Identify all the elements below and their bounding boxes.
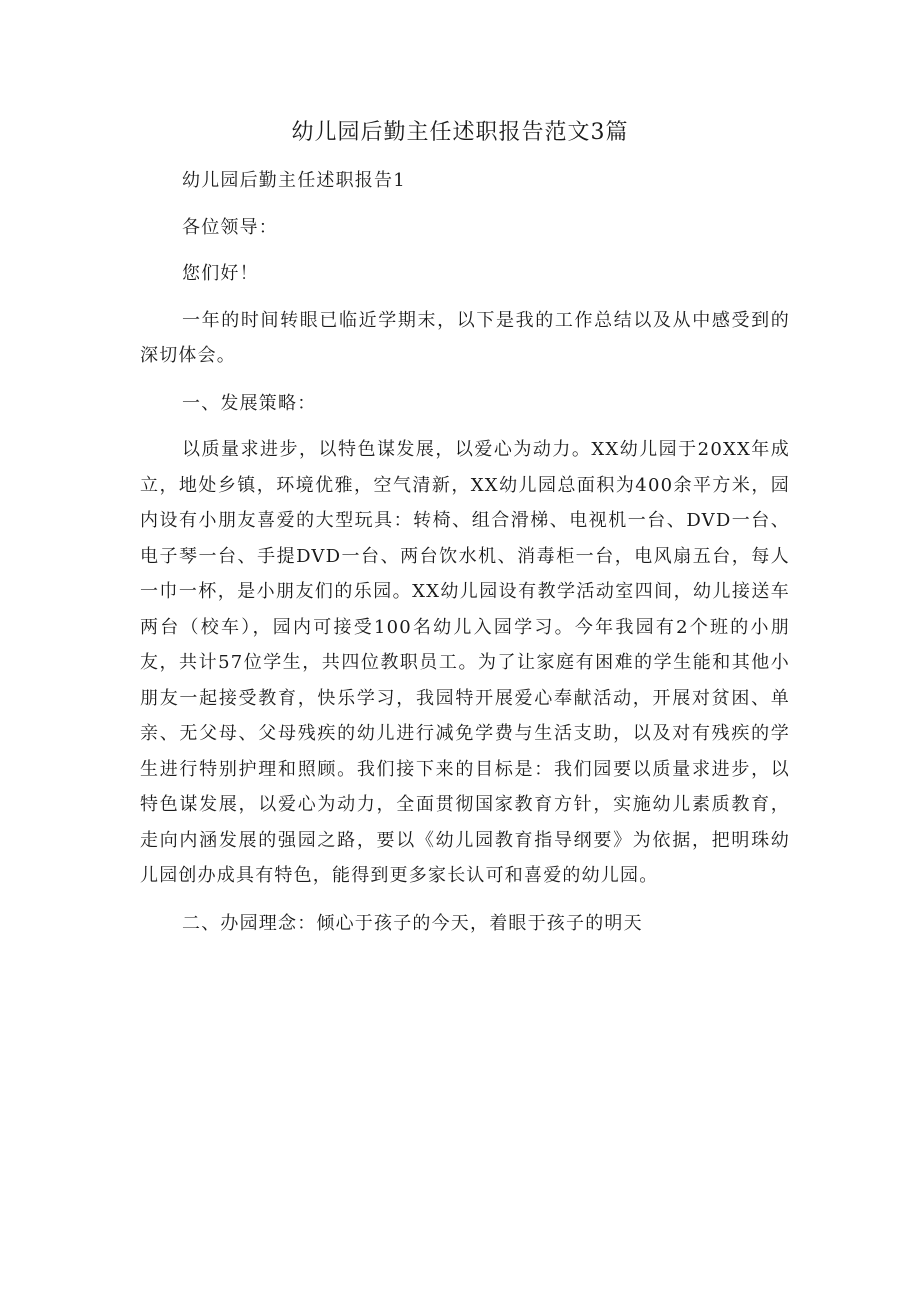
document-body	[140, 163, 790, 952]
strategy-paragraph: 以质量求进步，以特色谋发展，以爱心为动力。XX幼儿园于20XX年成立，地处乡镇，环境优雅，空气清新，XX幼儿园总面积为400余平方米，园内设有小朋友喜爱的大型玩具：转椅、组合滑梯、电视机一台、DVD一台、电子琴一台、手提DVD一台、两台饮水机、消毒柜一台，电风扇五台，每人一巾一杯，是小朋友们的乐园。XX幼儿园设有教学活动室四间，幼儿接送车两台（校车），园内可接受100名幼儿入园学习。今年我园有2个班的小朋友，共计57位学生，共四位教职员工。为了让家庭有困难的学生能和其他小朋友一起接受教育，快乐学习，我园特开展爱心奉献活动，开展对贫困、单亲、无父母、父母残疾的幼儿进行减免学费与生活支助，以及对有残疾的学生进行特别护理和照顾。我们接下来的目标是：我们园要以质量求进步，以特色谋发展，以爱心为动力，全面贯彻国家教育方针，实施幼儿素质教育，走向内涵发展的强园之路，要以《幼儿园教育指导纲要》为依据，把明珠幼儿园创办成具有特色，能得到更多家长认可和喜爱的幼儿园。	[140, 439, 790, 886]
document-title: 幼儿园后勤主任述职报告范文3篇	[291, 120, 629, 145]
intro-paragraph: 一年的时间转眼已临近学期末，以下是我的工作总结以及从中感受到的深切体会。	[140, 309, 790, 366]
subheading-strategy: 一、发展策略：	[182, 392, 317, 414]
section-heading: 幼儿园后勤主任述职报告1	[182, 170, 406, 191]
subheading-philosophy: 二、办园理念：倾心于孩子的今天，着眼于孩子的明天	[182, 912, 643, 934]
salutation: 各位领导：	[182, 216, 278, 238]
greeting: 您们好！	[182, 263, 259, 284]
